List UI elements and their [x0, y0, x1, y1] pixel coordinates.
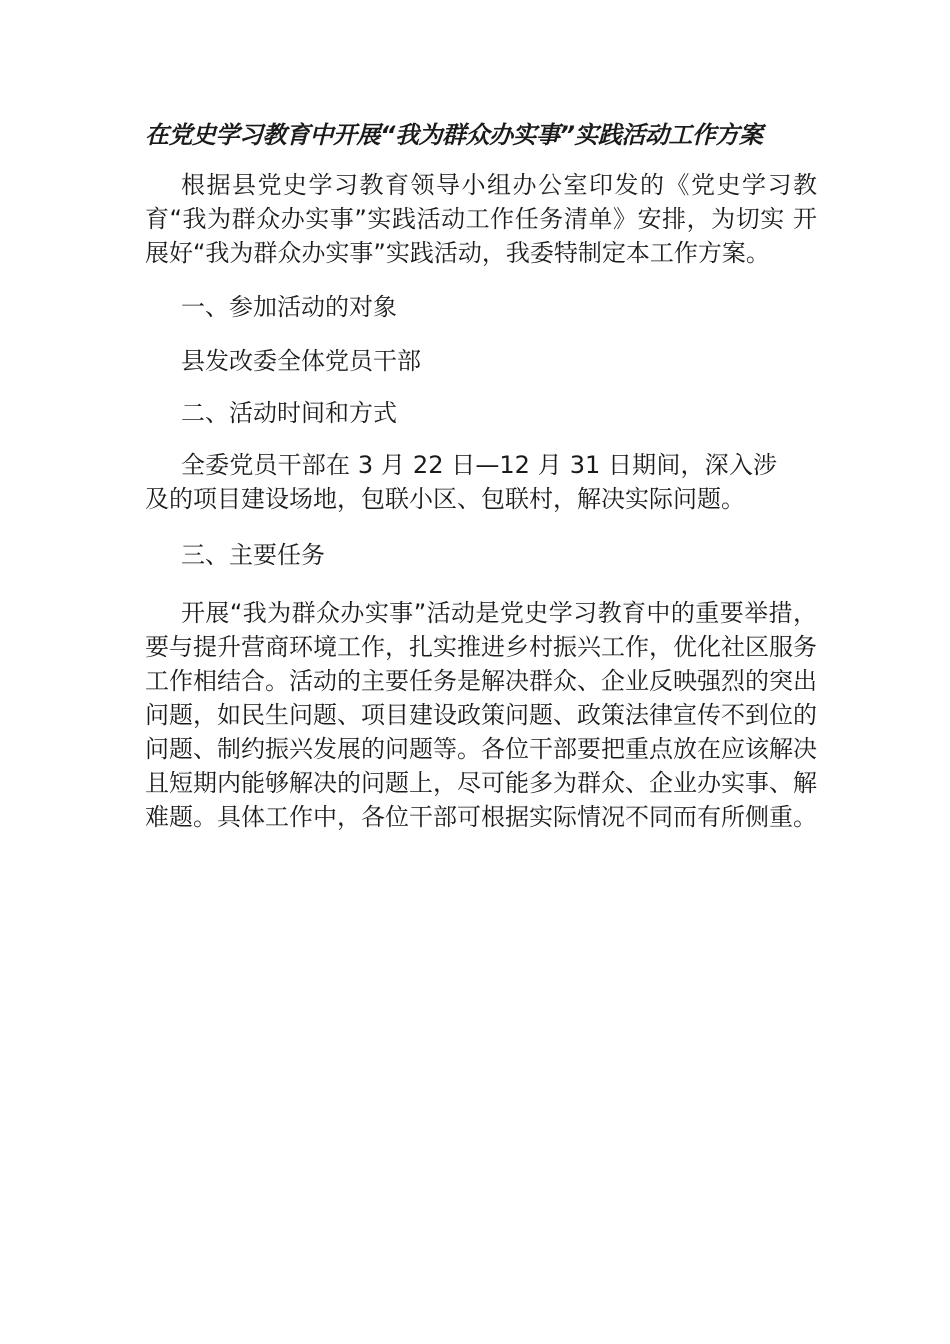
section3-heading: 三、主要任务: [181, 541, 325, 569]
section1-heading: 一、参加活动的对象: [181, 293, 397, 321]
document-title: 在党史学习教育中开展“我为群众办实事”实践活动工作方案: [145, 121, 763, 149]
intro-paragraph: 根据县党史学习教育领导小组办公室印发的《党史学习教育“我为群众办实事”实践活动工作任务清单》安排，为切实 开展好“我为群众办实事”实践活动，我委特制定本工作方案。: [145, 171, 817, 267]
document-body: [145, 118, 817, 834]
section2-heading: 二、活动时间和方式: [181, 399, 397, 427]
section2-body: 全委党员干部在 3 月 22 日—12 月 31 日期间，深入涉及的项目建设场地，包联小区、包联村，解决实际问题。: [145, 451, 777, 513]
section1-body: 县发改委全体党员干部: [181, 347, 421, 375]
section3-body: 开展“我为群众办实事”活动是党史学习教育中的重要举措，要与提升营商环境工作，扎实推进乡村振兴工作，优化社区服务工作相结合。活动的主要任务是解决群众、企业反映强烈的突出问题，如民生问题、项目建设政策问题、政策法律宣传不到位的问题、制约振兴发展的问题等。各位干部要把重点放在应该解决且短期内能够解决的问题上，尽可能多为群众、企业办实事、解难题。具体工作中，各位干部可根据实际情况不同而有所侧重。: [145, 599, 817, 831]
